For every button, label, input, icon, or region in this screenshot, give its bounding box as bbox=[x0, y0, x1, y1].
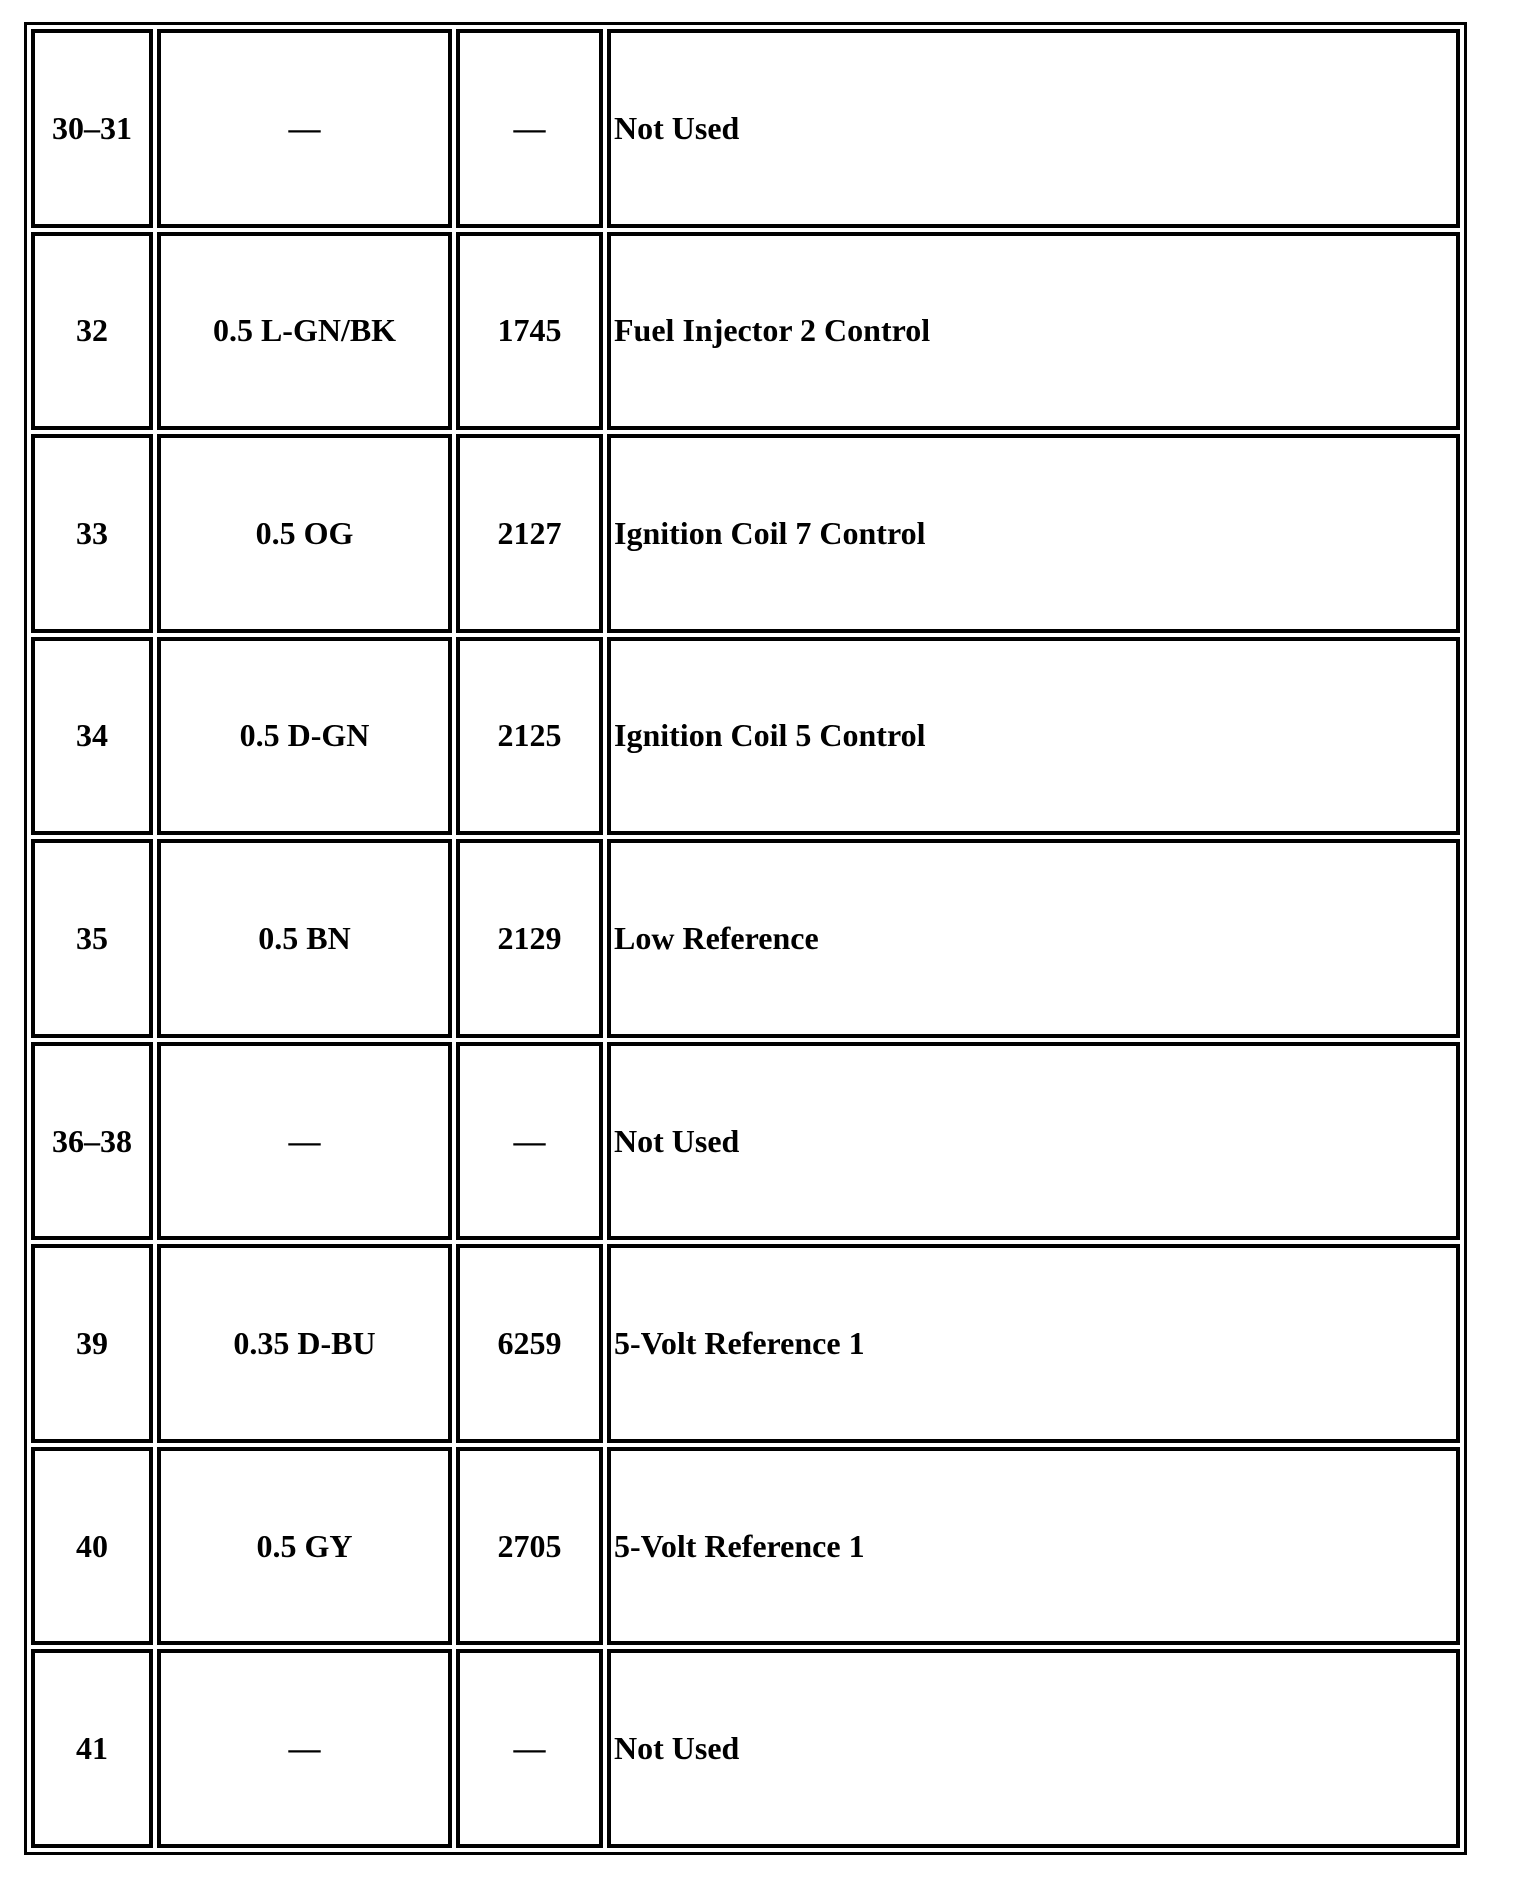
table-row bbox=[31, 232, 1460, 431]
pin-cell: 33 bbox=[31, 434, 153, 633]
table-row bbox=[31, 29, 1460, 228]
circuit-number-cell: — bbox=[456, 1649, 603, 1848]
table-row bbox=[31, 1447, 1460, 1646]
wire-color-cell: 0.5 OG bbox=[157, 434, 452, 633]
circuit-number-cell: — bbox=[456, 1042, 603, 1241]
wire-color-cell: 0.35 D-BU bbox=[157, 1244, 452, 1443]
function-cell: Not Used bbox=[607, 1042, 1460, 1241]
pin-cell: 34 bbox=[31, 637, 153, 836]
circuit-number-cell: 1745 bbox=[456, 232, 603, 431]
wire-color-cell: — bbox=[157, 1042, 452, 1241]
function-cell: Low Reference bbox=[607, 839, 1460, 1038]
pin-cell: 35 bbox=[31, 839, 153, 1038]
circuit-number-cell: 2125 bbox=[456, 637, 603, 836]
pin-cell: 39 bbox=[31, 1244, 153, 1443]
wire-color-cell: 0.5 L-GN/BK bbox=[157, 232, 452, 431]
function-cell: Ignition Coil 5 Control bbox=[607, 637, 1460, 836]
function-cell: 5-Volt Reference 1 bbox=[607, 1447, 1460, 1646]
function-cell: Not Used bbox=[607, 29, 1460, 228]
wire-color-cell: — bbox=[157, 29, 452, 228]
circuit-number-cell: 2129 bbox=[456, 839, 603, 1038]
pin-cell: 41 bbox=[31, 1649, 153, 1848]
circuit-number-cell: 2127 bbox=[456, 434, 603, 633]
wire-color-cell: — bbox=[157, 1649, 452, 1848]
function-cell: Not Used bbox=[607, 1649, 1460, 1848]
pin-cell: 32 bbox=[31, 232, 153, 431]
function-cell: Ignition Coil 7 Control bbox=[607, 434, 1460, 633]
wire-color-cell: 0.5 BN bbox=[157, 839, 452, 1038]
pin-cell: 30–31 bbox=[31, 29, 153, 228]
function-cell: 5-Volt Reference 1 bbox=[607, 1244, 1460, 1443]
function-cell: Fuel Injector 2 Control bbox=[607, 232, 1460, 431]
circuit-number-cell: 2705 bbox=[456, 1447, 603, 1646]
table-row bbox=[31, 1244, 1460, 1443]
pin-cell: 36–38 bbox=[31, 1042, 153, 1241]
connector-pinout-table bbox=[24, 22, 1467, 1855]
pinout-grid bbox=[27, 25, 1464, 1852]
table-row bbox=[31, 434, 1460, 633]
wire-color-cell: 0.5 GY bbox=[157, 1447, 452, 1646]
circuit-number-cell: — bbox=[456, 29, 603, 228]
table-row bbox=[31, 1042, 1460, 1241]
table-row bbox=[31, 637, 1460, 836]
table-row bbox=[31, 1649, 1460, 1848]
table-row bbox=[31, 839, 1460, 1038]
wire-color-cell: 0.5 D-GN bbox=[157, 637, 452, 836]
pin-cell: 40 bbox=[31, 1447, 153, 1646]
circuit-number-cell: 6259 bbox=[456, 1244, 603, 1443]
